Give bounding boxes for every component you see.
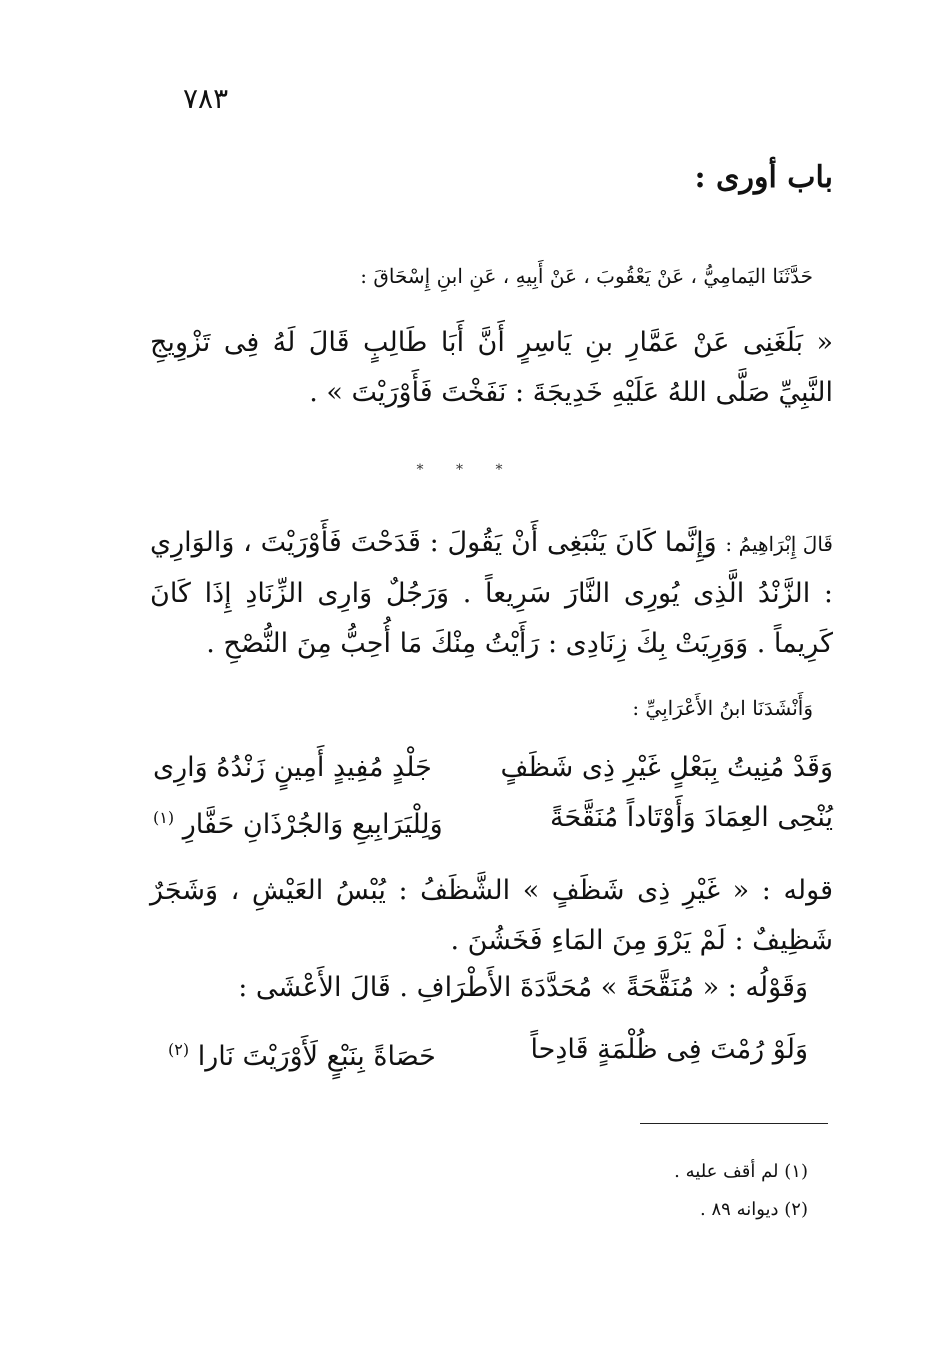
footnote: (٢) ديوانه ٨٩ . <box>700 1199 808 1220</box>
commentary-lead: قَالَ إِبْرَاهِيمُ : <box>725 532 833 556</box>
verse-hemistich-second <box>168 1030 436 1077</box>
poetry-isnad: وَأَنْشَدَنَا ابنُ الأَعْرَابِيِّ : <box>632 696 813 720</box>
poem-verse <box>153 748 833 788</box>
footnote-reference: (١) <box>153 808 175 827</box>
page-number: ٧٨٣ <box>183 82 229 115</box>
poem-verse <box>153 798 833 838</box>
footnote-divider <box>640 1123 828 1124</box>
isnad-line: حَدَّثَنَا اليَمامِيُّ ، عَنْ يَعْقُوبَ ، عَنْ أَبِيهِ ، عَنِ ابنِ إِسْحَاقَ : <box>360 264 813 288</box>
verse-hemistich-second <box>153 798 443 845</box>
commentary-paragraph <box>150 518 833 669</box>
verse-hemistich-first: وَقَدْ مُنِيتُ بِبَعْلٍ غَيْرِ ذِى شَظَفٍ <box>500 752 833 783</box>
verse-hemistich-text: وَلِلْيَرَابِيعِ وَالجُرْذَانِ حَفَّارِ <box>182 809 443 840</box>
verse-hemistich-second: جَلْدٍ مُفِيدٍ أَمِينٍ زَنْدُهُ وَارِى <box>153 752 432 783</box>
gloss-paragraph: قوله : « غَيْرِ ذِى شَظَفٍ » الشَّظَفُ : يُبْسُ العَيْشِ ، وَشَجَرٌ شَظِيفٌ : لَمْ يَرْوَ مِنَ المَاءِ فَخَشُنَ . <box>150 875 833 956</box>
section-title: باب أورى : <box>694 160 833 195</box>
verse-hemistich-first: وَلَوْ رُمْتَ فِى ظُلْمَةٍ قَادِحاً <box>530 1034 808 1065</box>
footnote-reference: (٢) <box>168 1040 190 1059</box>
commentary-body: وَإِنَّما كَانَ يَنْبَغِى أَنْ يَقُولَ : قَدَحْتَ فَأَوْرَيْتَ ، وَالوَارِي : الزَّنْدُ الَّذِى يُورِى النَّارَ سَرِيعاً . وَرَجُلٌ وَارِى الزِّنَادِ إِذَا كَانَ كَرِيماً . وَوَرِيَتْ بِكَ زِنَادِى : رَأَيْتُ مِنْكَ مَا أُحِبُّ مِنَ النُّصْحِ . <box>150 527 833 659</box>
section-separator: * * * <box>416 462 517 478</box>
gloss-paragraph: وَقَوْلُه : « مُنَقَّحَةً » مُحَدَّدَةَ الأَطْرَافِ . قَالَ الأَعْشَى : <box>238 972 808 1003</box>
poem-verse <box>168 1030 808 1070</box>
verse-hemistich-first: يُنْحِى العِمَادَ وَأَوْتَاداً مُنَقَّحَةً <box>550 802 833 833</box>
hadith-paragraph: « بَلَغَنِى عَنْ عَمَّارِ بنِ يَاسِرٍ أَنَّ أَبَا طَالِبٍ قَالَ لَهُ فِى تَزْوِيجِ النَّبِيِّ صَلَّى اللهُ عَلَيْهِ خَدِيجَةَ : نَفَخْتَ فَأَوْرَيْتَ » . <box>150 327 833 408</box>
verse-hemistich-text: حَصَاةً بِنَبْعٍ لَأَوْرَيْتَ نَارا <box>197 1041 436 1072</box>
footnote: (١) لم أقف عليه . <box>674 1161 808 1182</box>
